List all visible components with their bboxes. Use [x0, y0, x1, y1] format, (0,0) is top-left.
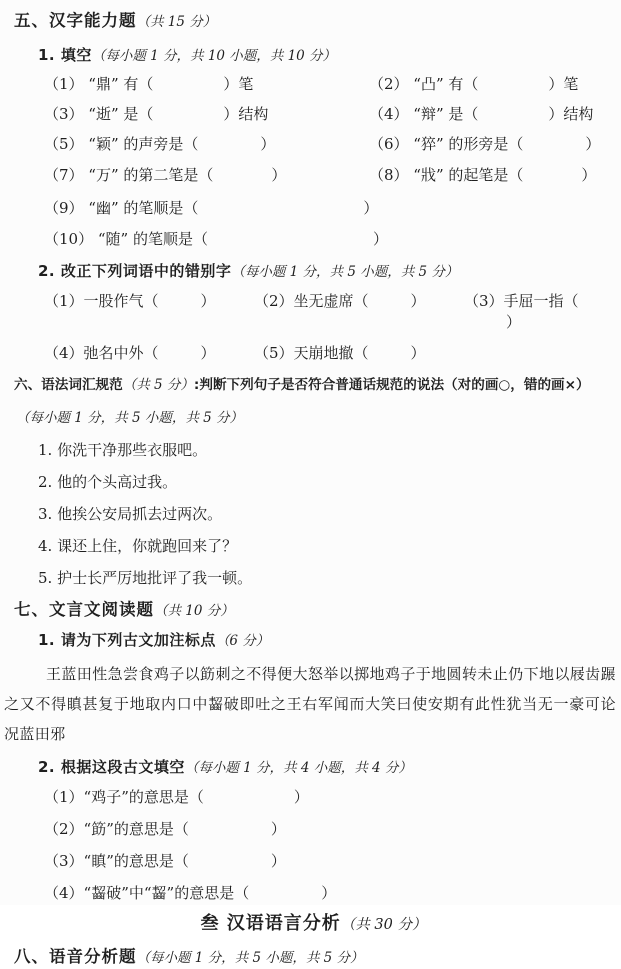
- question-item: [44, 343, 254, 364]
- q2-score: （每小题 1 分，共 5 小题，共 5 分）: [231, 264, 459, 280]
- q1-label: 1. 请为下列古文加注标点: [38, 631, 216, 649]
- item-suffix: ）: [270, 820, 286, 838]
- item-prefix: （2）坐无虚席（: [254, 292, 369, 310]
- item-suffix: ）: [506, 313, 522, 331]
- question-item: [254, 343, 426, 364]
- section-7-title: 七、文言文阅读题: [14, 600, 154, 619]
- section-5-q1-heading: [38, 45, 613, 66]
- question-item: [44, 229, 613, 250]
- judge-sentence: 5. 护士长严厉地批评了我一顿。: [38, 569, 253, 587]
- question-item: [369, 134, 600, 155]
- classical-passage: 王蓝田性急尝食鸡子以筯刺之不得便大怒举以掷地鸡子于地圆转未止仍下地以屐齿蹍之又不得瞋甚复于地取内口中齧破即吐之王右军闻而大笑曰使安期有此性犹当无一豪可论况蓝田邪: [4, 665, 616, 743]
- section-6-score: （共 5 分）: [122, 377, 194, 393]
- q1-score: （6 分）: [215, 633, 270, 649]
- item-suffix: ）: [321, 884, 337, 902]
- section-6-subtitle: :判断下列句子是否符合普通话规范的说法（对的画○，错的画×）: [193, 377, 590, 393]
- question-item: [44, 883, 613, 904]
- item-prefix: （5） “颖” 的声旁是（: [44, 135, 199, 153]
- item-prefix: （2）“筯”的意思是（: [44, 820, 189, 838]
- item-prefix: （6） “猝” 的形旁是（: [369, 135, 524, 153]
- item-prefix: （3）“瞋”的意思是（: [44, 852, 189, 870]
- q1-score: （每小题 1 分，共 10 小题，共 10 分）: [91, 48, 337, 64]
- fill-row-1: [44, 74, 613, 95]
- item-prefix: （8） “戕” 的起笔是（: [369, 166, 524, 184]
- item-suffix: ）结构: [548, 105, 594, 123]
- item-prefix: （5）天崩地撤（: [254, 344, 369, 362]
- item-suffix: ）: [410, 344, 426, 362]
- item-suffix: ）笔: [223, 75, 254, 93]
- judge-sentence: 2. 他的个头高过我。: [38, 473, 178, 491]
- section-5-title: 五、汉字能力题: [14, 11, 137, 30]
- question-item: [44, 851, 613, 872]
- q2-score: （每小题 1 分，共 4 小题，共 4 分）: [184, 760, 412, 776]
- part-3-title: 叁 汉语语言分析: [200, 913, 341, 934]
- question-item: [44, 74, 369, 95]
- item-prefix: （4）“齧破”中“齧”的意思是（: [44, 884, 250, 902]
- item-prefix: （1） “鼎” 有（: [44, 75, 154, 93]
- fill-row-2: [44, 104, 613, 125]
- item-suffix: ）: [200, 344, 216, 362]
- item-suffix: ）: [260, 135, 276, 153]
- item-suffix: ）: [271, 166, 287, 184]
- question-item: [44, 134, 369, 155]
- item-suffix: ）结构: [223, 105, 269, 123]
- question-item: [369, 104, 593, 125]
- q1-label: 1. 填空: [38, 46, 92, 64]
- judge-sentence: 1. 你洗干净那些衣服吧。: [38, 441, 208, 459]
- question-item: [254, 291, 464, 333]
- section-5-score: （共 15 分）: [136, 14, 217, 30]
- judge-sentence: 3. 他挨公安局抓去过两次。: [38, 505, 223, 523]
- part-3-heading: [14, 912, 613, 937]
- section-7-heading: [14, 599, 613, 622]
- question-item: [44, 198, 613, 219]
- section-8-title: 八、语音分析题: [14, 947, 137, 966]
- question-item: [44, 104, 369, 125]
- item-prefix: （3） “逝” 是（: [44, 105, 154, 123]
- item-prefix: （3）手屈一指（: [464, 292, 579, 310]
- section-6-heading: [14, 375, 613, 395]
- section-7-q1-heading: [38, 630, 613, 651]
- item-prefix: （4） “辩” 是（: [369, 105, 479, 123]
- fill-row-3: [44, 134, 613, 155]
- item-suffix: ）: [581, 166, 597, 184]
- item-suffix: ）: [363, 199, 379, 217]
- question-item: [44, 165, 369, 186]
- item-suffix: ）: [585, 135, 601, 153]
- item-suffix: ）: [270, 852, 286, 870]
- correction-row-2: [44, 343, 613, 364]
- item-prefix: （1）“鸡子”的意思是（: [44, 788, 204, 806]
- section-5-q2-heading: [38, 261, 613, 282]
- question-item: [464, 291, 613, 333]
- item-prefix: （7） “万” 的第二笔是（: [44, 166, 214, 184]
- correction-row-1: [44, 291, 613, 333]
- item-prefix: （4）弛名中外（: [44, 344, 159, 362]
- fill-row-4: [44, 165, 613, 186]
- item-suffix: ）: [200, 292, 216, 310]
- section-8-score: （每小题 1 分，共 5 小题，共 5 分）: [136, 950, 364, 966]
- item-prefix: （9） “幽” 的笔顺是（: [44, 199, 199, 217]
- question-item: [369, 74, 578, 95]
- item-prefix: （1）一股作气（: [44, 292, 159, 310]
- item-suffix: ）: [372, 230, 388, 248]
- item-prefix: （10） “随” 的笔顺是（: [44, 230, 208, 248]
- item-suffix: ）笔: [548, 75, 579, 93]
- item-suffix: ）: [293, 788, 309, 806]
- part-3-score: （共 30 分）: [340, 917, 427, 933]
- section-8-heading: [14, 946, 613, 969]
- question-item: [44, 291, 254, 333]
- section-5-heading: [14, 10, 613, 33]
- item-prefix: （2） “凸” 有（: [369, 75, 479, 93]
- q2-label: 2. 改正下列词语中的错别字: [38, 262, 232, 280]
- judge-sentence: 4. 课还上住，你就跑回来了？: [38, 537, 238, 555]
- q2-label: 2. 根据这段古文填空: [38, 758, 185, 776]
- item-suffix: ）: [410, 292, 426, 310]
- section-7-score: （共 10 分）: [154, 603, 234, 619]
- question-item: [44, 787, 613, 808]
- section-6-note: （每小题 1 分，共 5 小题，共 5 分）: [16, 410, 244, 426]
- section-6-title: 六、语法词汇规范: [14, 377, 123, 393]
- question-item: [44, 819, 613, 840]
- section-7-q2-heading: [38, 757, 613, 778]
- question-item: [369, 165, 596, 186]
